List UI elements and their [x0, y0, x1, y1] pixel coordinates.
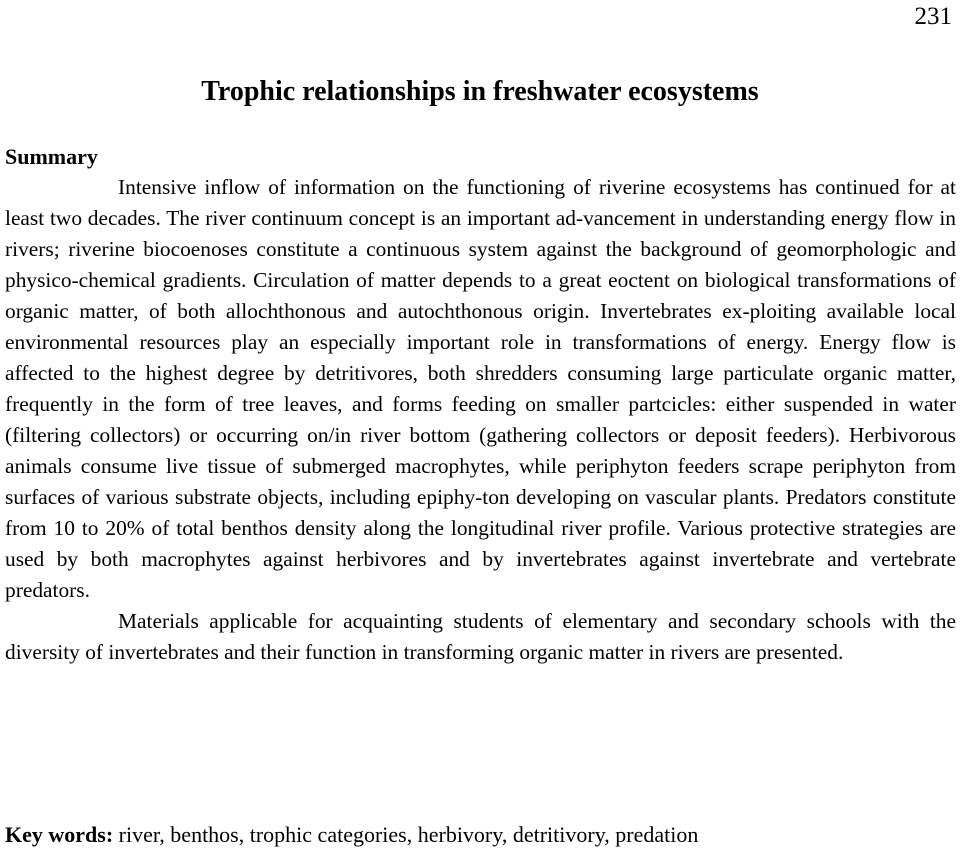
- page-number: 231: [914, 3, 952, 30]
- keywords-label: Key words:: [5, 822, 114, 847]
- summary-paragraph-1: Intensive inflow of information on the functioning of riverine ecosystems has continued for at least two decades. The river continuum concept is an important ad-vancement in understanding energy flow in rivers; riverine biocoenoses constitute a continuous system against the background of geomorphologic and physico-chemical gradients. Circulation of matter depends to a great eoctent on biological transformations of organic matter, of both allochthonous and autochthonous origin. Invertebrates ex-ploiting available local environmental resources play an especially important role in transformations of energy. Energy flow is affected to the highest degree by detritivores, both shredders consuming large particulate organic matter, frequently in the form of tree leaves, and forms feeding on smaller partcicles: either suspended in water (filtering collectors) or occurring on/in river bottom (gathering collectors or deposit feeders). Herbivorous animals consume live tissue of submerged macrophytes, while periphyton feeders scrape periphyton from surfaces of various substrate objects, including epiphy-ton developing on vascular plants. Predators constitute from 10 to 20% of total benthos density along the longitudinal river profile. Various protective strategies are used by both macrophytes against herbivores and by invertebrates against invertebrate and vertebrate predators.: [5, 175, 956, 602]
- summary-body: [5, 172, 956, 668]
- summary-paragraph-2: Materials applicable for acquainting students of elementary and secondary schools with the diversity of invertebrates and their function in transforming organic matter in rivers are presented.: [5, 609, 956, 664]
- keywords-line: [5, 820, 698, 850]
- page-title: Trophic relationships in freshwater ecosystems: [201, 76, 759, 107]
- keywords-text: river, benthos, trophic categories, herbivory, detritivory, predation: [113, 822, 699, 847]
- summary-heading: Summary: [5, 144, 98, 169]
